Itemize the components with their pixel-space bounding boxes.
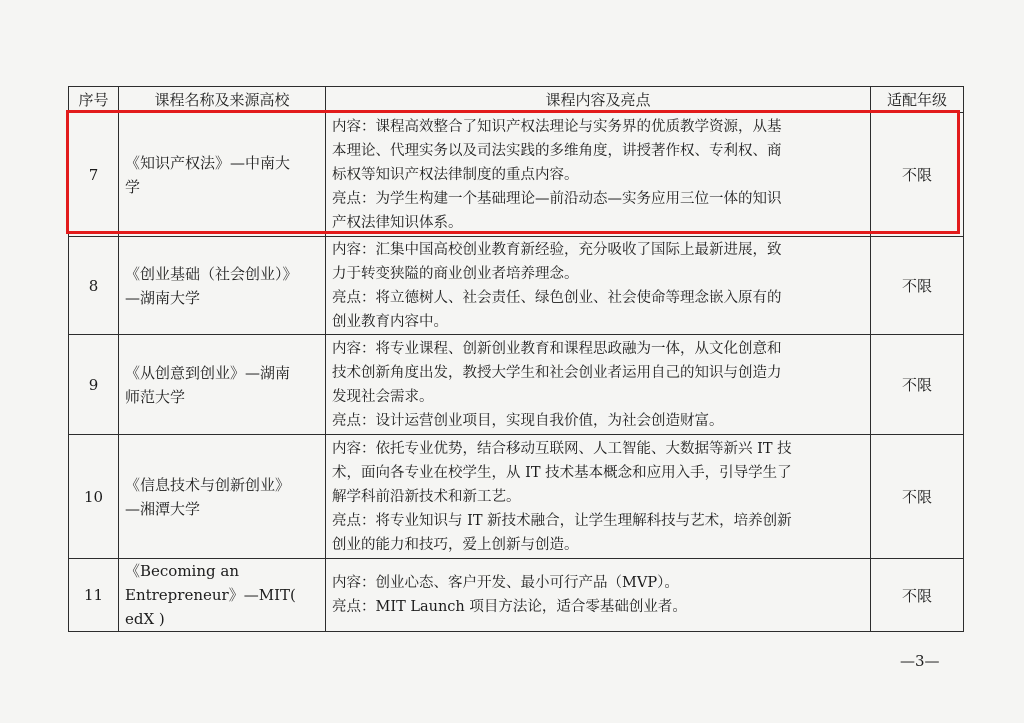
content-line: 创业的能力和技巧，爱上创新与创造。 xyxy=(332,536,579,553)
table-row xyxy=(69,435,964,559)
course-name-line: 《知识产权法》—中南大 xyxy=(125,153,291,172)
content-line: 标权等知识产权法律制度的重点内容。 xyxy=(332,166,579,183)
grade: 不限 xyxy=(871,559,964,632)
content-line: 术，面向各专业在校学生，从 IT 技术基本概念和应用入手，引导学生了 xyxy=(332,464,792,481)
course-name-line: —湖南大学 xyxy=(125,288,201,307)
course-content xyxy=(326,237,871,335)
content-line: 发现社会需求。 xyxy=(332,388,434,405)
table-row xyxy=(69,113,964,237)
content-line: 创业教育内容中。 xyxy=(332,313,448,330)
row-number: 7 xyxy=(69,113,119,237)
content-line: 解学科前沿新技术和新工艺。 xyxy=(332,488,521,505)
row-number: 10 xyxy=(69,435,119,559)
course-table xyxy=(68,86,964,632)
course-name-line: 《Becoming an xyxy=(125,562,239,580)
course-name-line: 《创业基础（社会创业）》 xyxy=(125,264,298,283)
content-line: 亮点：将立德树人、社会责任、绿色创业、社会使命等理念嵌入原有的 xyxy=(332,289,782,306)
table-row xyxy=(69,335,964,435)
course-name-line: —湘潭大学 xyxy=(125,499,201,518)
course-name-line: Entrepreneur》—MIT( edX ) xyxy=(125,586,296,628)
content-line: 亮点：为学生构建一个基础理论—前沿动态—实务应用三位一体的知识 xyxy=(332,190,782,207)
course-name-line: 师范大学 xyxy=(125,387,186,406)
header-course-content: 课程内容及亮点 xyxy=(326,87,871,113)
content-line: 内容：将专业课程、创新创业教育和课程思政融为一体，从文化创意和 xyxy=(332,340,782,357)
grade: 不限 xyxy=(871,237,964,335)
page-number: —3— xyxy=(900,652,940,670)
header-index: 序号 xyxy=(69,87,119,113)
grade: 不限 xyxy=(871,113,964,237)
content-line: 内容：汇集中国高校创业教育新经验，充分吸收了国际上最新进展，致 xyxy=(332,241,782,258)
course-name xyxy=(119,559,326,632)
table-row xyxy=(69,559,964,632)
content-line: 本理论、代理实务以及司法实践的多维角度，讲授著作权、专利权、商 xyxy=(332,142,782,159)
content-line: 内容：依托专业优势，结合移动互联网、人工智能、大数据等新兴 IT 技 xyxy=(332,440,792,457)
content-line: 产权法律知识体系。 xyxy=(332,214,463,231)
header-course-name: 课程名称及来源高校 xyxy=(119,87,326,113)
course-name xyxy=(119,435,326,559)
course-content xyxy=(326,113,871,237)
content-line: 亮点：MIT Launch 项目方法论，适合零基础创业者。 xyxy=(332,599,687,615)
row-number: 11 xyxy=(69,559,119,632)
content-line: 力于转变狭隘的商业创业者培养理念。 xyxy=(332,265,579,282)
course-name-line: 《信息技术与创新创业》 xyxy=(125,475,291,494)
content-line: 内容：课程高效整合了知识产权法理论与实务界的优质教学资源，从基 xyxy=(332,118,782,135)
grade: 不限 xyxy=(871,335,964,435)
course-name xyxy=(119,237,326,335)
table-row xyxy=(69,237,964,335)
course-content xyxy=(326,335,871,435)
content-line: 亮点：设计运营创业项目，实现自我价值，为社会创造财富。 xyxy=(332,412,724,429)
course-content xyxy=(326,559,871,632)
grade: 不限 xyxy=(871,435,964,559)
course-name-line: 《从创意到创业》—湖南 xyxy=(125,363,291,382)
header-grade: 适配年级 xyxy=(871,87,964,113)
table-header-row xyxy=(69,87,964,113)
row-number: 8 xyxy=(69,237,119,335)
content-line: 亮点：将专业知识与 IT 新技术融合，让学生理解科技与艺术，培养创新 xyxy=(332,512,792,529)
course-name-line: 学 xyxy=(125,177,141,196)
row-number: 9 xyxy=(69,335,119,435)
course-name xyxy=(119,335,326,435)
course-name xyxy=(119,113,326,237)
content-line: 内容：创业心态、客户开发、最小可行产品（MVP）。 xyxy=(332,575,679,591)
content-line: 技术创新角度出发，教授大学生和社会创业者运用自己的知识与创造力 xyxy=(332,364,782,381)
course-content xyxy=(326,435,871,559)
